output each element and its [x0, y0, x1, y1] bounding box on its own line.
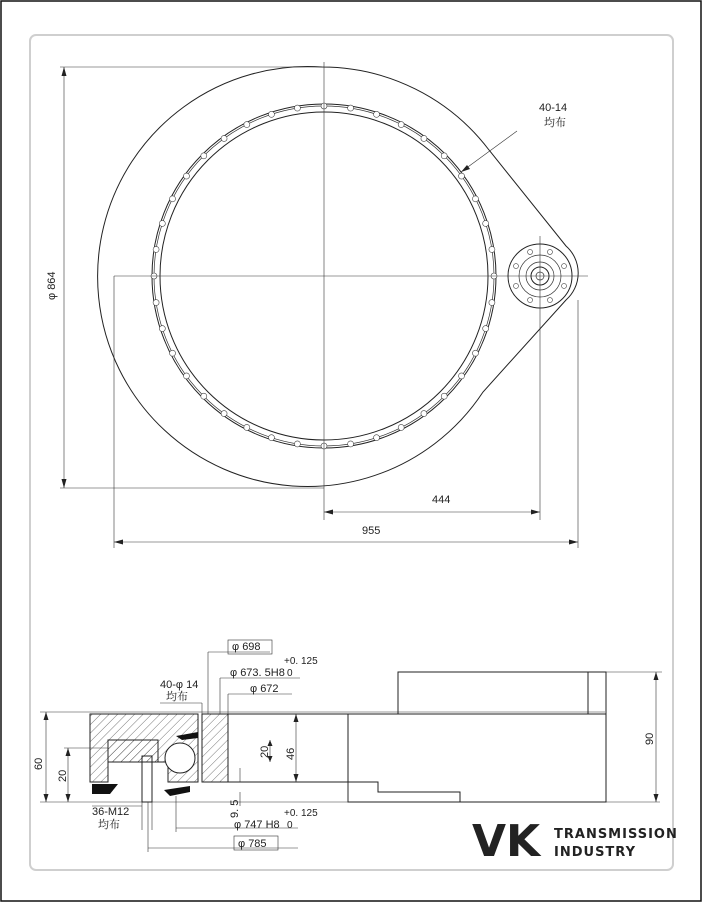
bolt-hole	[483, 326, 489, 332]
holes14-label: 40-φ 14	[160, 679, 199, 691]
bolt-hole	[459, 373, 465, 379]
bolt-hole	[183, 173, 189, 179]
bolt-hole	[268, 111, 274, 117]
logo-line2: INDUSTRY	[554, 845, 637, 860]
bolt-hole	[294, 105, 300, 111]
bolt-hole	[221, 135, 227, 141]
h46-label: 46	[285, 747, 297, 760]
tol-top-lower: 0	[287, 668, 293, 679]
d672-label: φ 672	[250, 683, 279, 695]
d698-label: φ 698	[232, 641, 261, 653]
m12-label: 36-M12	[92, 806, 130, 818]
tol-bot-upper: +0. 125	[284, 808, 318, 819]
bolt-hole	[170, 350, 176, 356]
housing-outline	[98, 67, 579, 487]
ball	[165, 743, 195, 773]
bolt-hole	[159, 220, 165, 226]
bolt-hole	[244, 122, 250, 128]
bolt-hole	[153, 246, 159, 252]
h20-left-label: 20	[57, 769, 69, 782]
bolt-hole	[421, 411, 427, 417]
bolt-hole	[489, 246, 495, 252]
m12-note: 均布	[98, 819, 120, 831]
h9-5-label: 9. 5	[229, 799, 241, 818]
bolt-hole	[153, 300, 159, 306]
bolt-hole	[441, 153, 447, 159]
bolt-hole	[170, 196, 176, 202]
bolt-hole	[268, 435, 274, 441]
h20-mid-label: 20	[259, 745, 271, 758]
bolt-hole	[483, 220, 489, 226]
bolt-hole	[348, 441, 354, 447]
holes-note-label: 均布	[544, 117, 566, 129]
d785-label: φ 785	[238, 838, 267, 850]
holes-count-label: 40-14	[539, 102, 568, 114]
logo-mark: VK	[472, 816, 541, 867]
bolt-hole	[472, 350, 478, 356]
bolt-hole	[472, 196, 478, 202]
worm-bolt-hole	[547, 298, 552, 303]
tol-bot-lower: 0	[287, 820, 293, 831]
h90-label: 90	[644, 732, 656, 745]
bolt-hole	[348, 105, 354, 111]
worm-bolt-hole	[562, 283, 567, 288]
bolt-hole	[159, 326, 165, 332]
worm-bolt-hole	[547, 249, 552, 254]
dia-864-label: φ 864	[46, 271, 58, 300]
bolt-hole	[201, 153, 207, 159]
bolt-hole	[374, 435, 380, 441]
bolt-hole	[421, 135, 427, 141]
bolt-hole	[374, 111, 380, 117]
bolt-hole	[398, 424, 404, 430]
bolt-hole	[201, 393, 207, 399]
d673-label: φ 673. 5H8	[230, 667, 285, 679]
top-view	[46, 62, 588, 548]
dist-444-label: 444	[432, 494, 451, 506]
d747-label: φ 747 H8	[234, 819, 280, 831]
inner-ring-section	[108, 740, 158, 762]
bolt-hole	[244, 424, 250, 430]
bolt-hole	[489, 300, 495, 306]
holes14-note: 均布	[166, 691, 188, 703]
company-logo	[472, 816, 678, 867]
bolt-hole	[398, 122, 404, 128]
worm-bolt-hole	[528, 298, 533, 303]
worm-bolt-hole	[562, 264, 567, 269]
h60-label: 60	[33, 757, 45, 770]
worm-bolt-hole	[513, 283, 518, 288]
bolt-hole	[294, 441, 300, 447]
dist-955-label: 955	[362, 525, 381, 537]
bolt-hole	[183, 373, 189, 379]
bolt-hole	[441, 393, 447, 399]
bolt-hole	[459, 173, 465, 179]
tol-top-upper: +0. 125	[284, 656, 318, 667]
bolt-hole	[221, 411, 227, 417]
section-view	[33, 640, 662, 852]
worm-bolt-hole	[528, 249, 533, 254]
worm-bolt-hole	[513, 264, 518, 269]
logo-line1: TRANSMISSION	[554, 827, 678, 842]
